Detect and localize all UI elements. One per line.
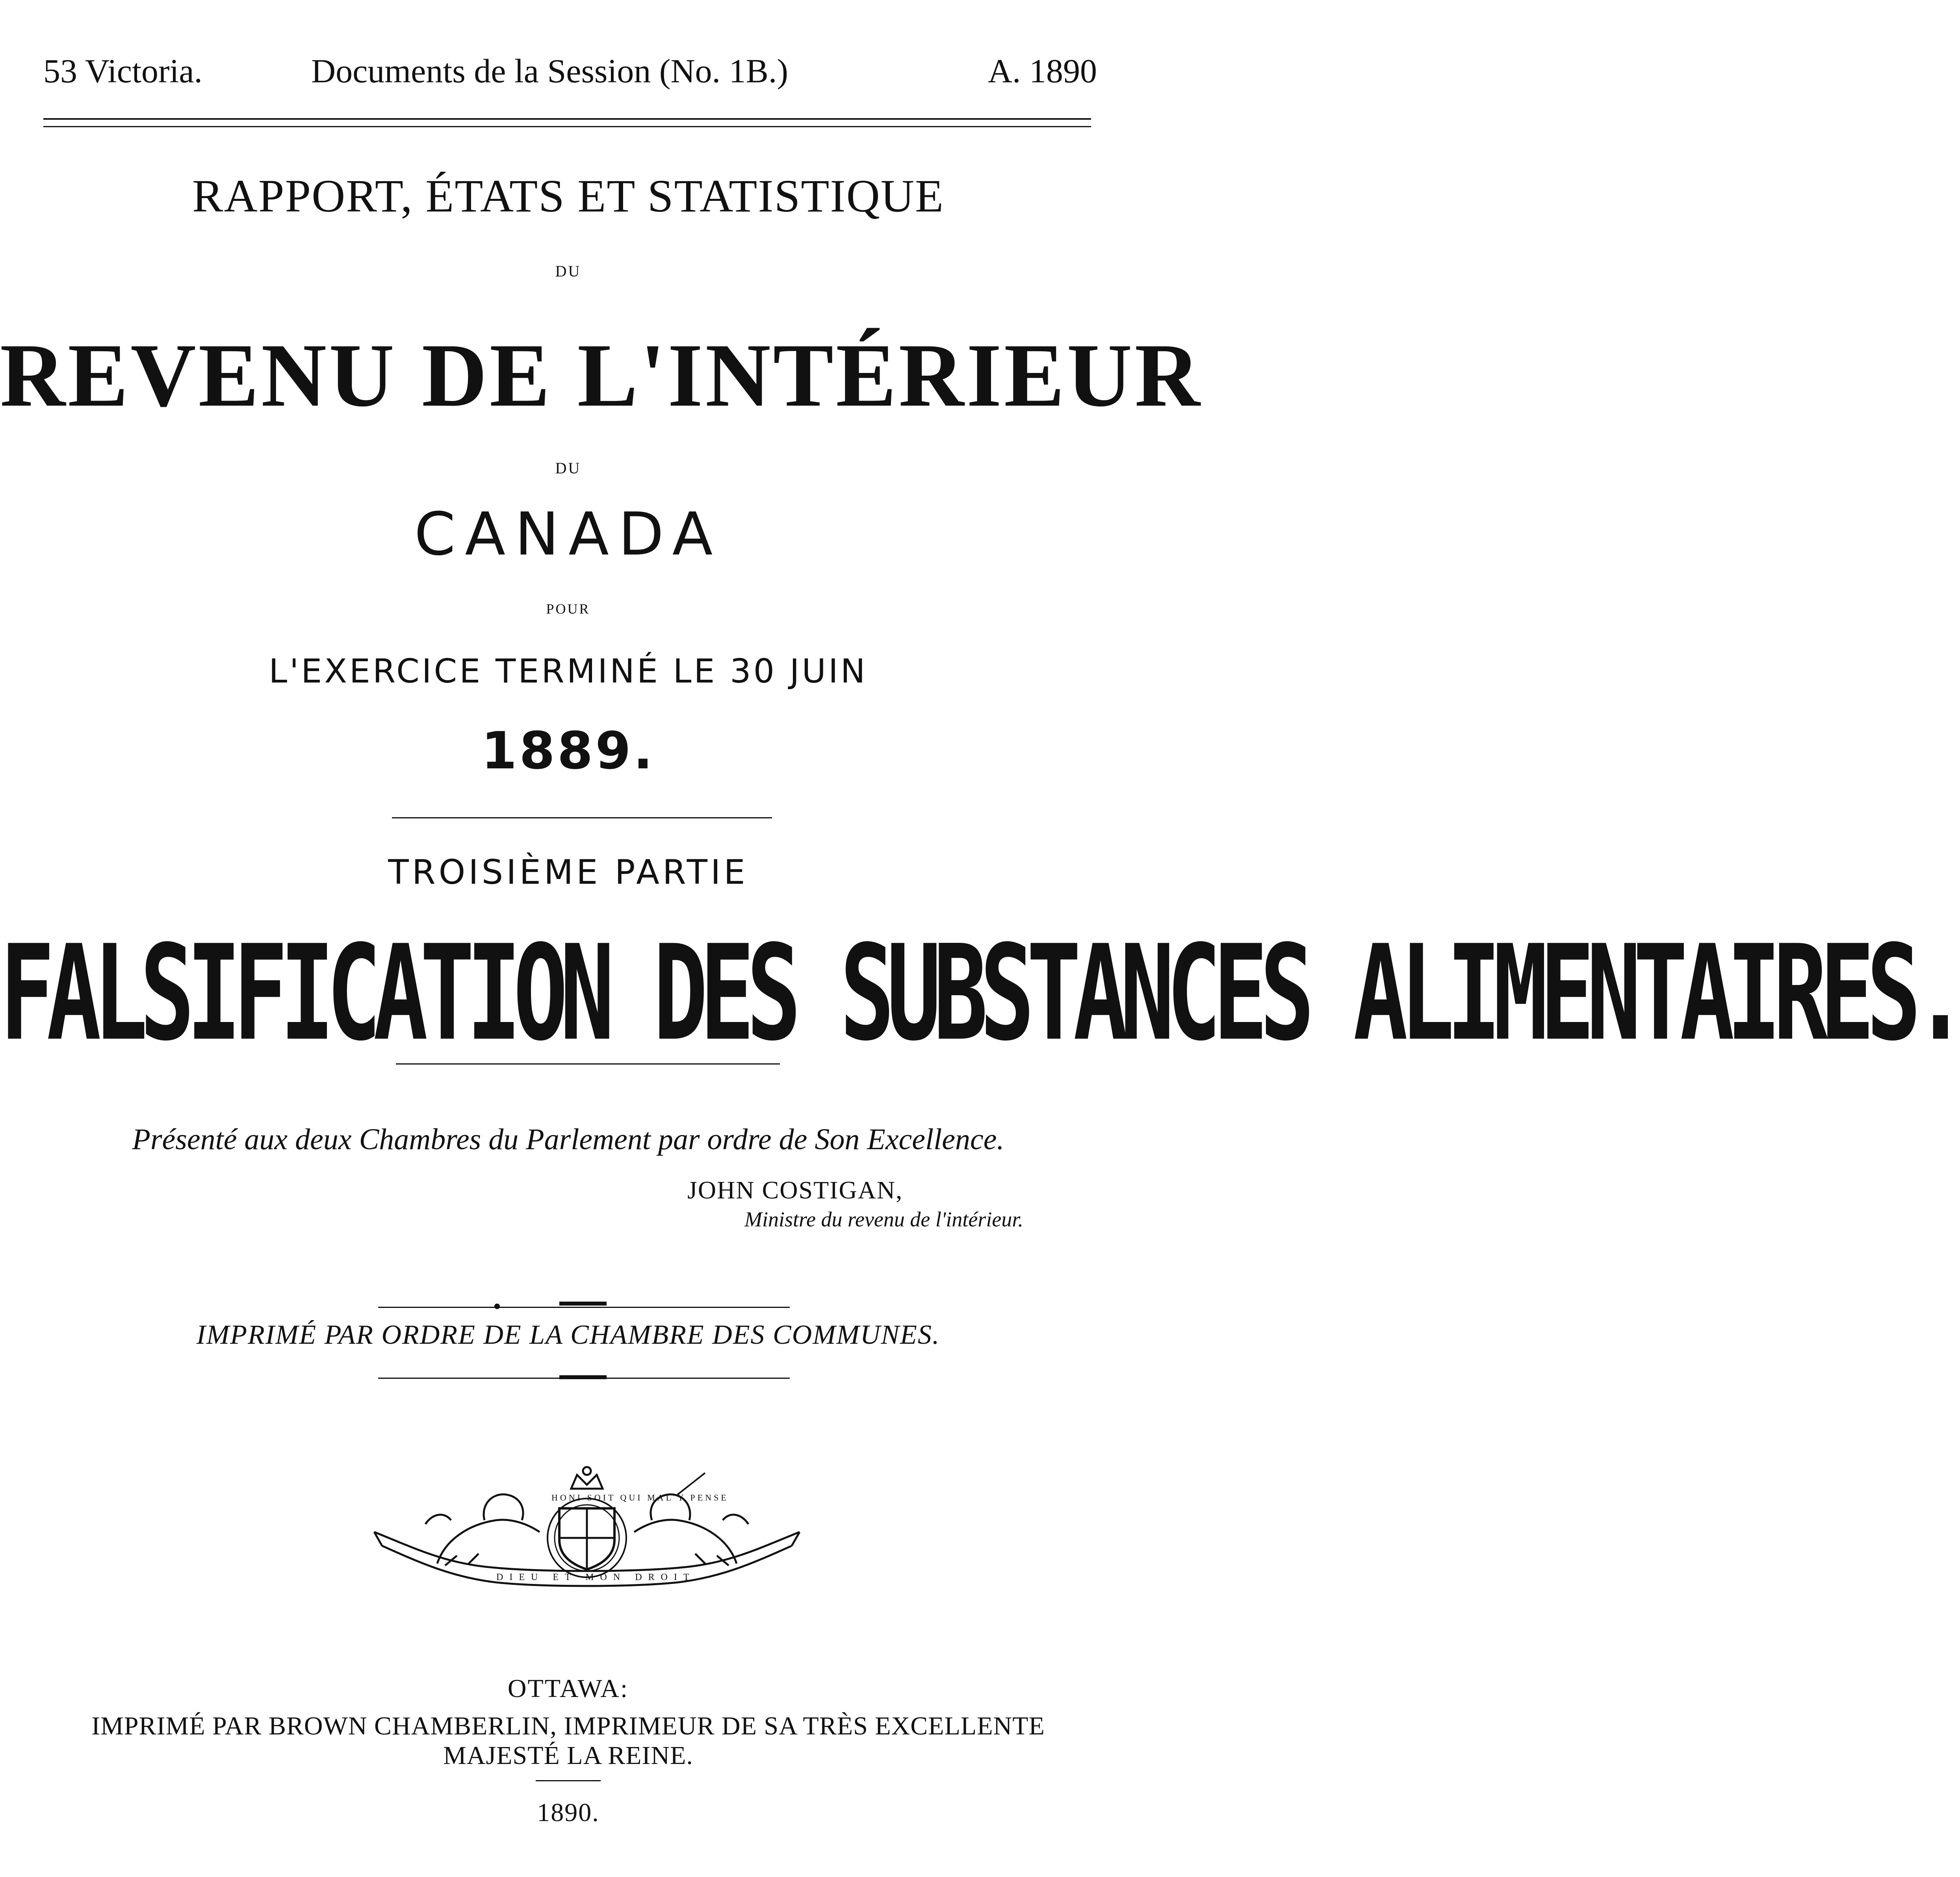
part-subject: FALSIFICATION DES SUBSTANCES ALIMENTAIRES.	[0, 918, 1960, 1070]
presentation-text: Présenté aux deux Chambres du Parlement par ordre de Son Excellence.	[132, 1123, 1004, 1156]
title-pour: POUR	[546, 601, 590, 617]
header-rule-bottom	[43, 126, 1091, 127]
signatory-title: Ministre du revenu de l'intérieur.	[744, 1207, 1023, 1231]
title-country: CANADA	[414, 500, 722, 569]
title-du-1: DU	[555, 262, 581, 280]
ornament-dot	[494, 1304, 500, 1309]
imprint-year: 1890.	[537, 1798, 600, 1827]
royal-coat-of-arms-icon	[366, 1465, 807, 1595]
imprint-printer: IMPRIMÉ PAR BROWN CHAMBERLIN, IMPRIMEUR DE SA TRÈS EXCELLENTE	[91, 1712, 1045, 1740]
ornament-rule-top	[378, 1307, 790, 1308]
header-session-right: A. 1890	[987, 52, 1097, 90]
ornament-bar-bottom	[559, 1375, 607, 1379]
ornament-bar-top	[559, 1302, 607, 1306]
title-du-2: DU	[555, 459, 581, 477]
emblem-motto: DIEU ET MON DROIT	[496, 1572, 696, 1582]
title-exercice: L'EXERCICE TERMINÉ LE 30 JUIN	[269, 652, 868, 690]
garter-motto: HONI SOIT QUI MAL Y PENSE	[551, 1493, 729, 1502]
separator-rule-1	[392, 817, 772, 818]
header-rule-top	[43, 118, 1091, 120]
imprint-printer-line-2: MAJESTÉ LA REINE.	[443, 1741, 693, 1770]
imprint-city: OTTAWA:	[507, 1674, 629, 1703]
signatory-name: JOHN COSTIGAN,	[687, 1176, 903, 1204]
separator-rule-2	[396, 1063, 780, 1065]
header-session-center: Documents de la Session (No. 1B.)	[311, 52, 789, 90]
imprint-rule	[536, 1780, 601, 1781]
order-text: IMPRIMÉ PAR ORDRE DE LA CHAMBRE DES COMMUNES.	[196, 1320, 940, 1350]
part-label: TROISIÈME PARTIE	[388, 853, 748, 892]
title-line-2: REVENU DE L'INTÉRIEUR	[0, 325, 1203, 425]
header-session-left: 53 Victoria.	[43, 52, 203, 90]
title-line-1: RAPPORT, ÉTATS ET STATISTIQUE	[192, 170, 945, 222]
title-year: 1889.	[481, 721, 655, 781]
